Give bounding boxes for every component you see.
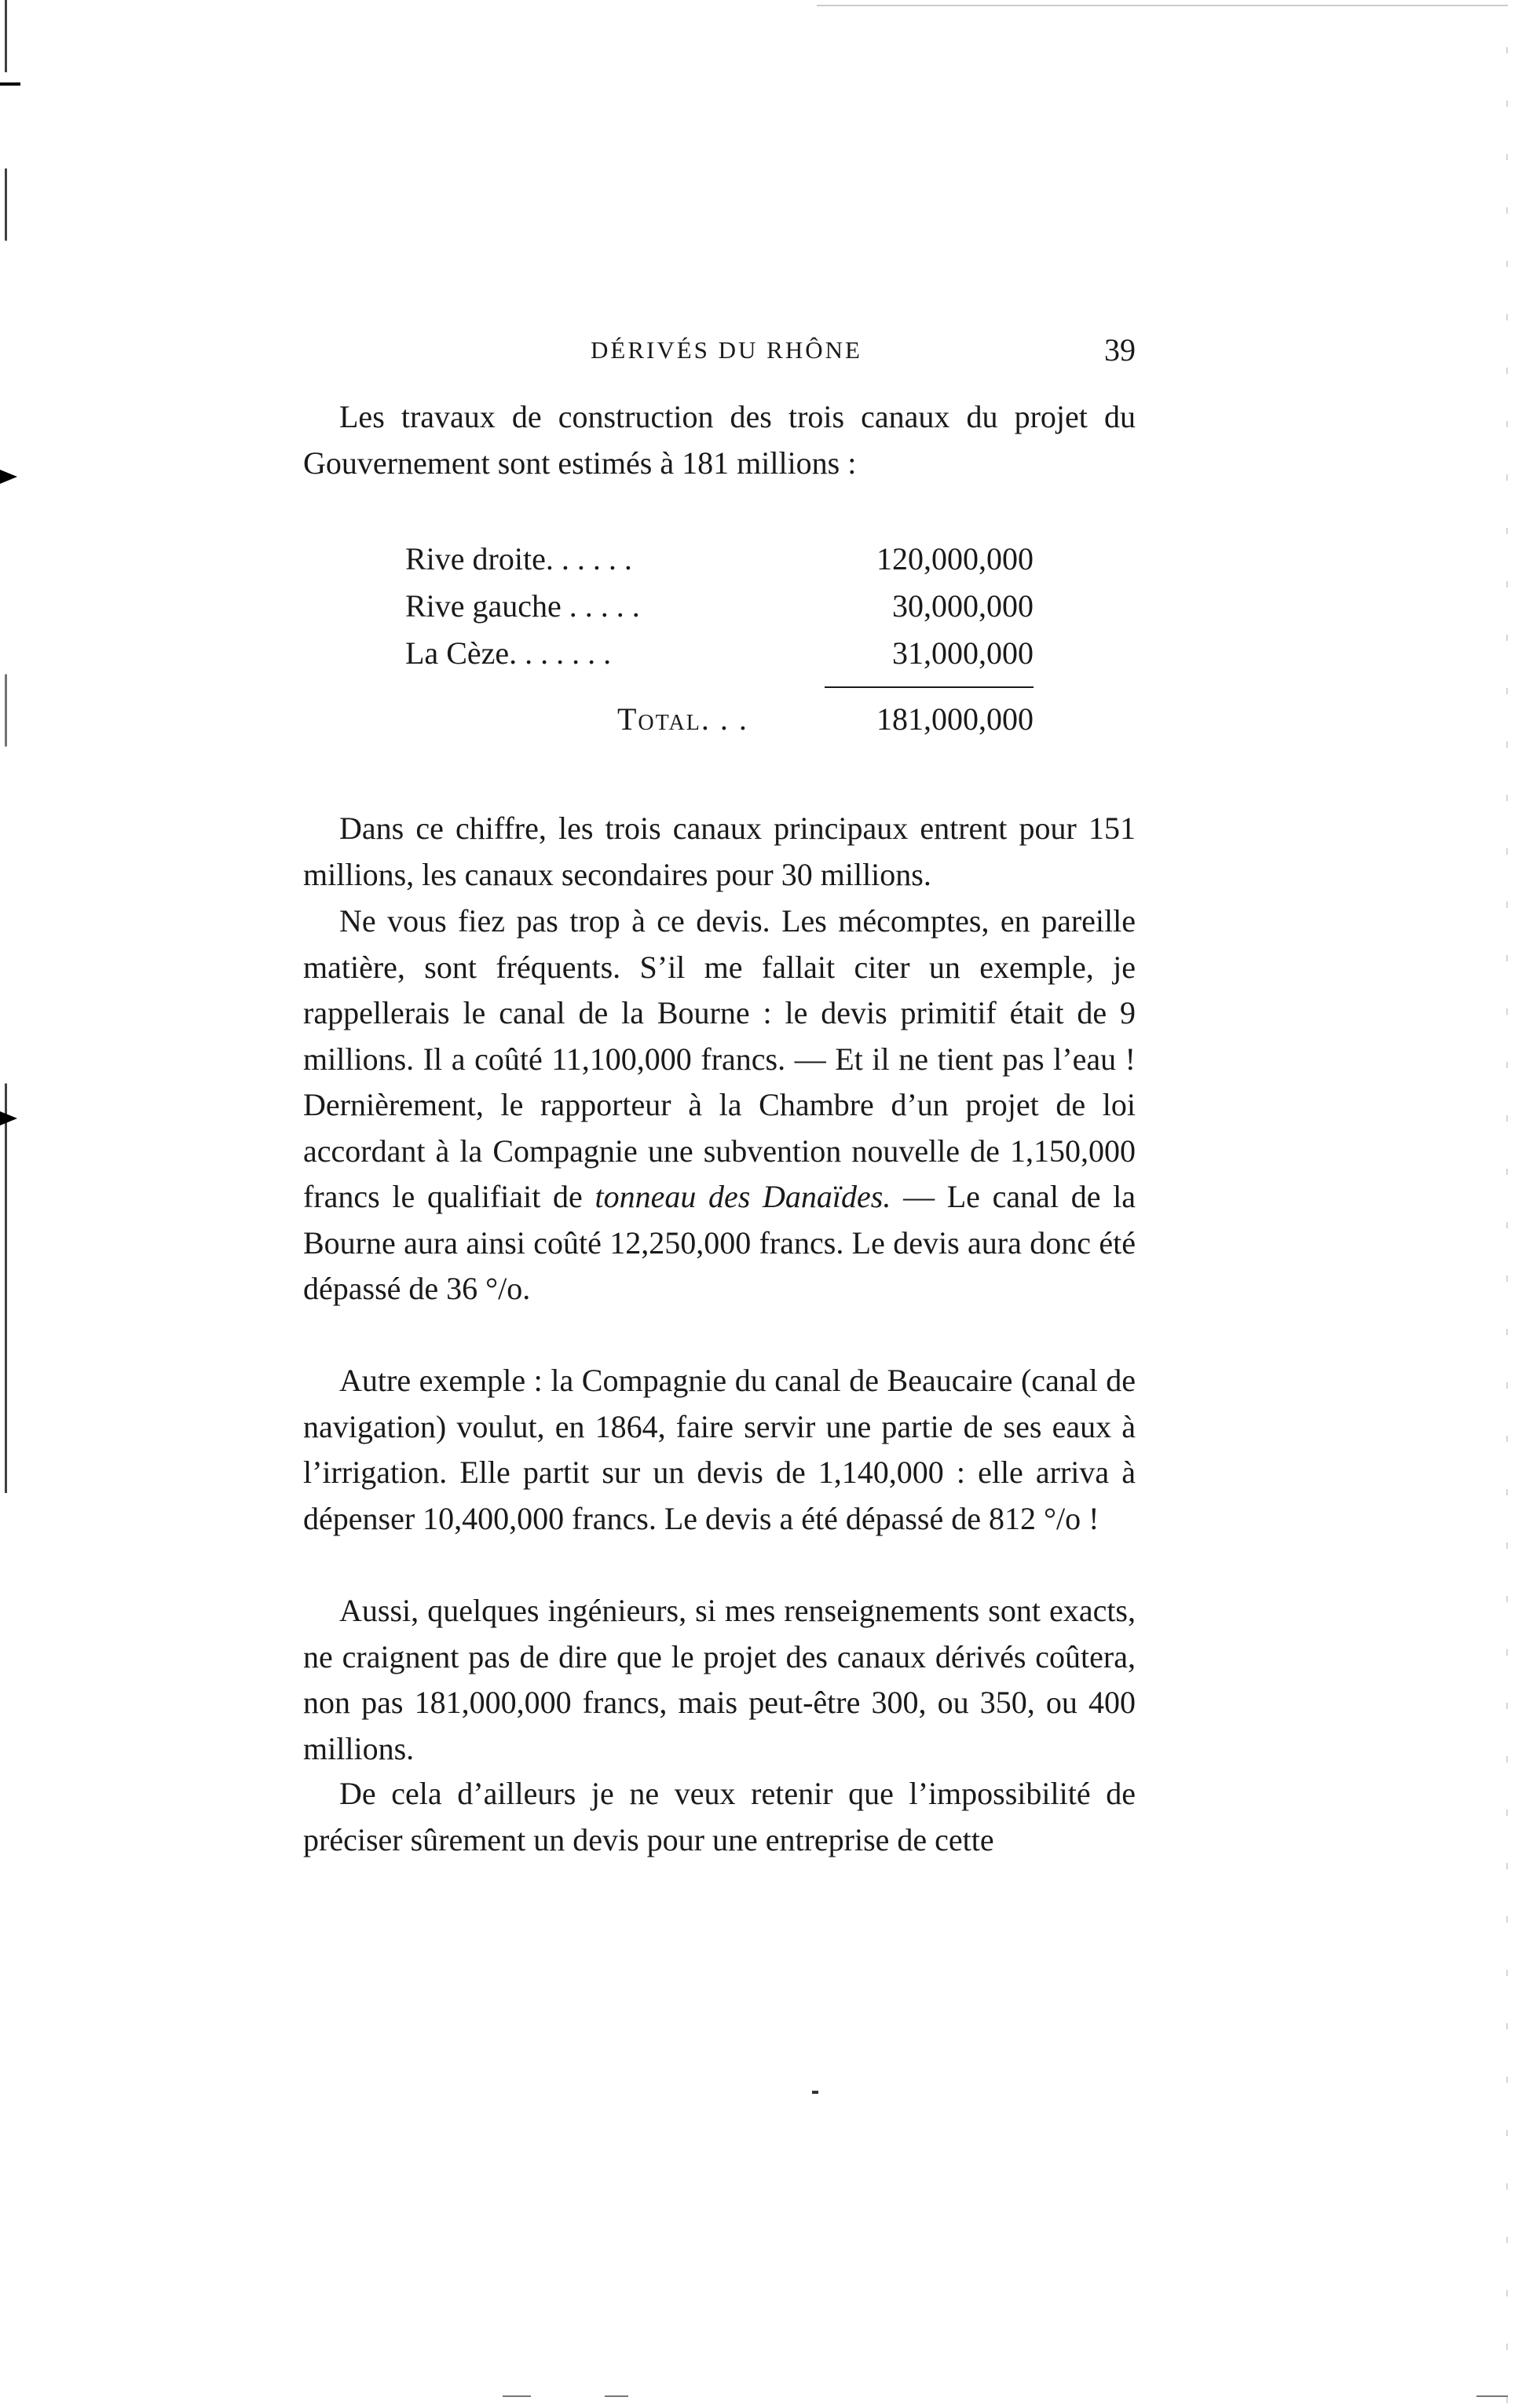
paragraph-intro: Les travaux de construction des trois canaux du projet du Gouvernement sont estimés à 181 millions : (303, 399, 1136, 481)
cost-row (405, 635, 1034, 682)
scan-mark (503, 2395, 531, 2397)
cost-row (405, 540, 1034, 587)
paragraph-2-text-end: — Le canal de la Bourne aura ainsi coûté 12,250,000 francs. Le devis aura donc été dépassé de 36 °/o. (303, 1179, 1136, 1306)
scan-edge-top (817, 5, 1508, 6)
paragraph-2-text: Ne vous fiez pas trop à ce devis. Les mécomptes, en pareille matière, sont fréquents. S’il me fallait citer un exemple, je rappellerais le canal de la Bourne : le devis primitif était de 9 millions. Il a coûté 11,100,000 francs. — Et il ne tient pas l’eau ! Dernièrement, le rapporteur à la Chambre d’un projet de loi accordant à la Compagnie une subvention nouvelle de 1,150,000 francs le qualifiait de (303, 903, 1136, 1214)
cost-label: Rive droite. . . . . . (405, 541, 632, 576)
cost-row (405, 587, 1034, 635)
paragraph-4: Aussi, quelques ingénieurs, si mes renseignements sont exacts, ne craignent pas de dire que le projet des canaux dérivés coûtera, non pas 181,000,000 francs, mais peut-être 300, ou 350, ou 400 millions. (303, 1593, 1136, 1766)
total-value: 181,000,000 (876, 701, 1034, 737)
paragraph-1: Dans ce chiffre, les trois canaux principaux entrent pour 151 millions, les canaux secondaires pour 30 millions. (303, 811, 1136, 892)
total-label: Total. . . (617, 701, 748, 737)
cost-label: La Cèze. . . . . . . (405, 635, 612, 671)
scan-mark (0, 82, 20, 86)
scan-mark (0, 470, 17, 484)
scan-mark (1476, 2395, 1508, 2397)
scan-edge-right (1506, 0, 1508, 2408)
scan-speck (812, 2091, 818, 2094)
cost-value: 31,000,000 (892, 635, 1034, 671)
paragraph-3: Autre exemple : la Compagnie du canal de Beaucaire (canal de navigation) voulut, en 1864, faire servir une partie de ses eaux à l’irrigation. Elle partit sur un devis de 1,140,000 : elle arriva à dépenser 10,400,000 francs. Le devis a été dépassé de 812 °/o ! (303, 1363, 1136, 1536)
cost-value: 120,000,000 (876, 541, 1034, 576)
cost-label: Rive gauche . . . . . (405, 588, 640, 624)
running-title: DÉRIVÉS DU RHÔNE (591, 336, 862, 364)
paragraph-5: De cela d’ailleurs je ne veux retenir que l’impossibilité de préciser sûrement un devis pour une entreprise de cette (303, 1776, 1136, 1857)
paragraph-2-italic: tonneau des Danaïdes. (595, 1179, 891, 1214)
sum-rule (825, 686, 1034, 688)
page-number: 39 (1104, 332, 1136, 368)
cost-table (405, 540, 1034, 737)
cost-value: 30,000,000 (892, 588, 1034, 624)
total-row (405, 701, 1034, 748)
paragraph-2 (303, 898, 1136, 1312)
scan-edge-left (5, 0, 7, 2408)
scan-mark (605, 2395, 628, 2397)
scan-mark (0, 1111, 17, 1125)
page-header (303, 332, 1136, 375)
